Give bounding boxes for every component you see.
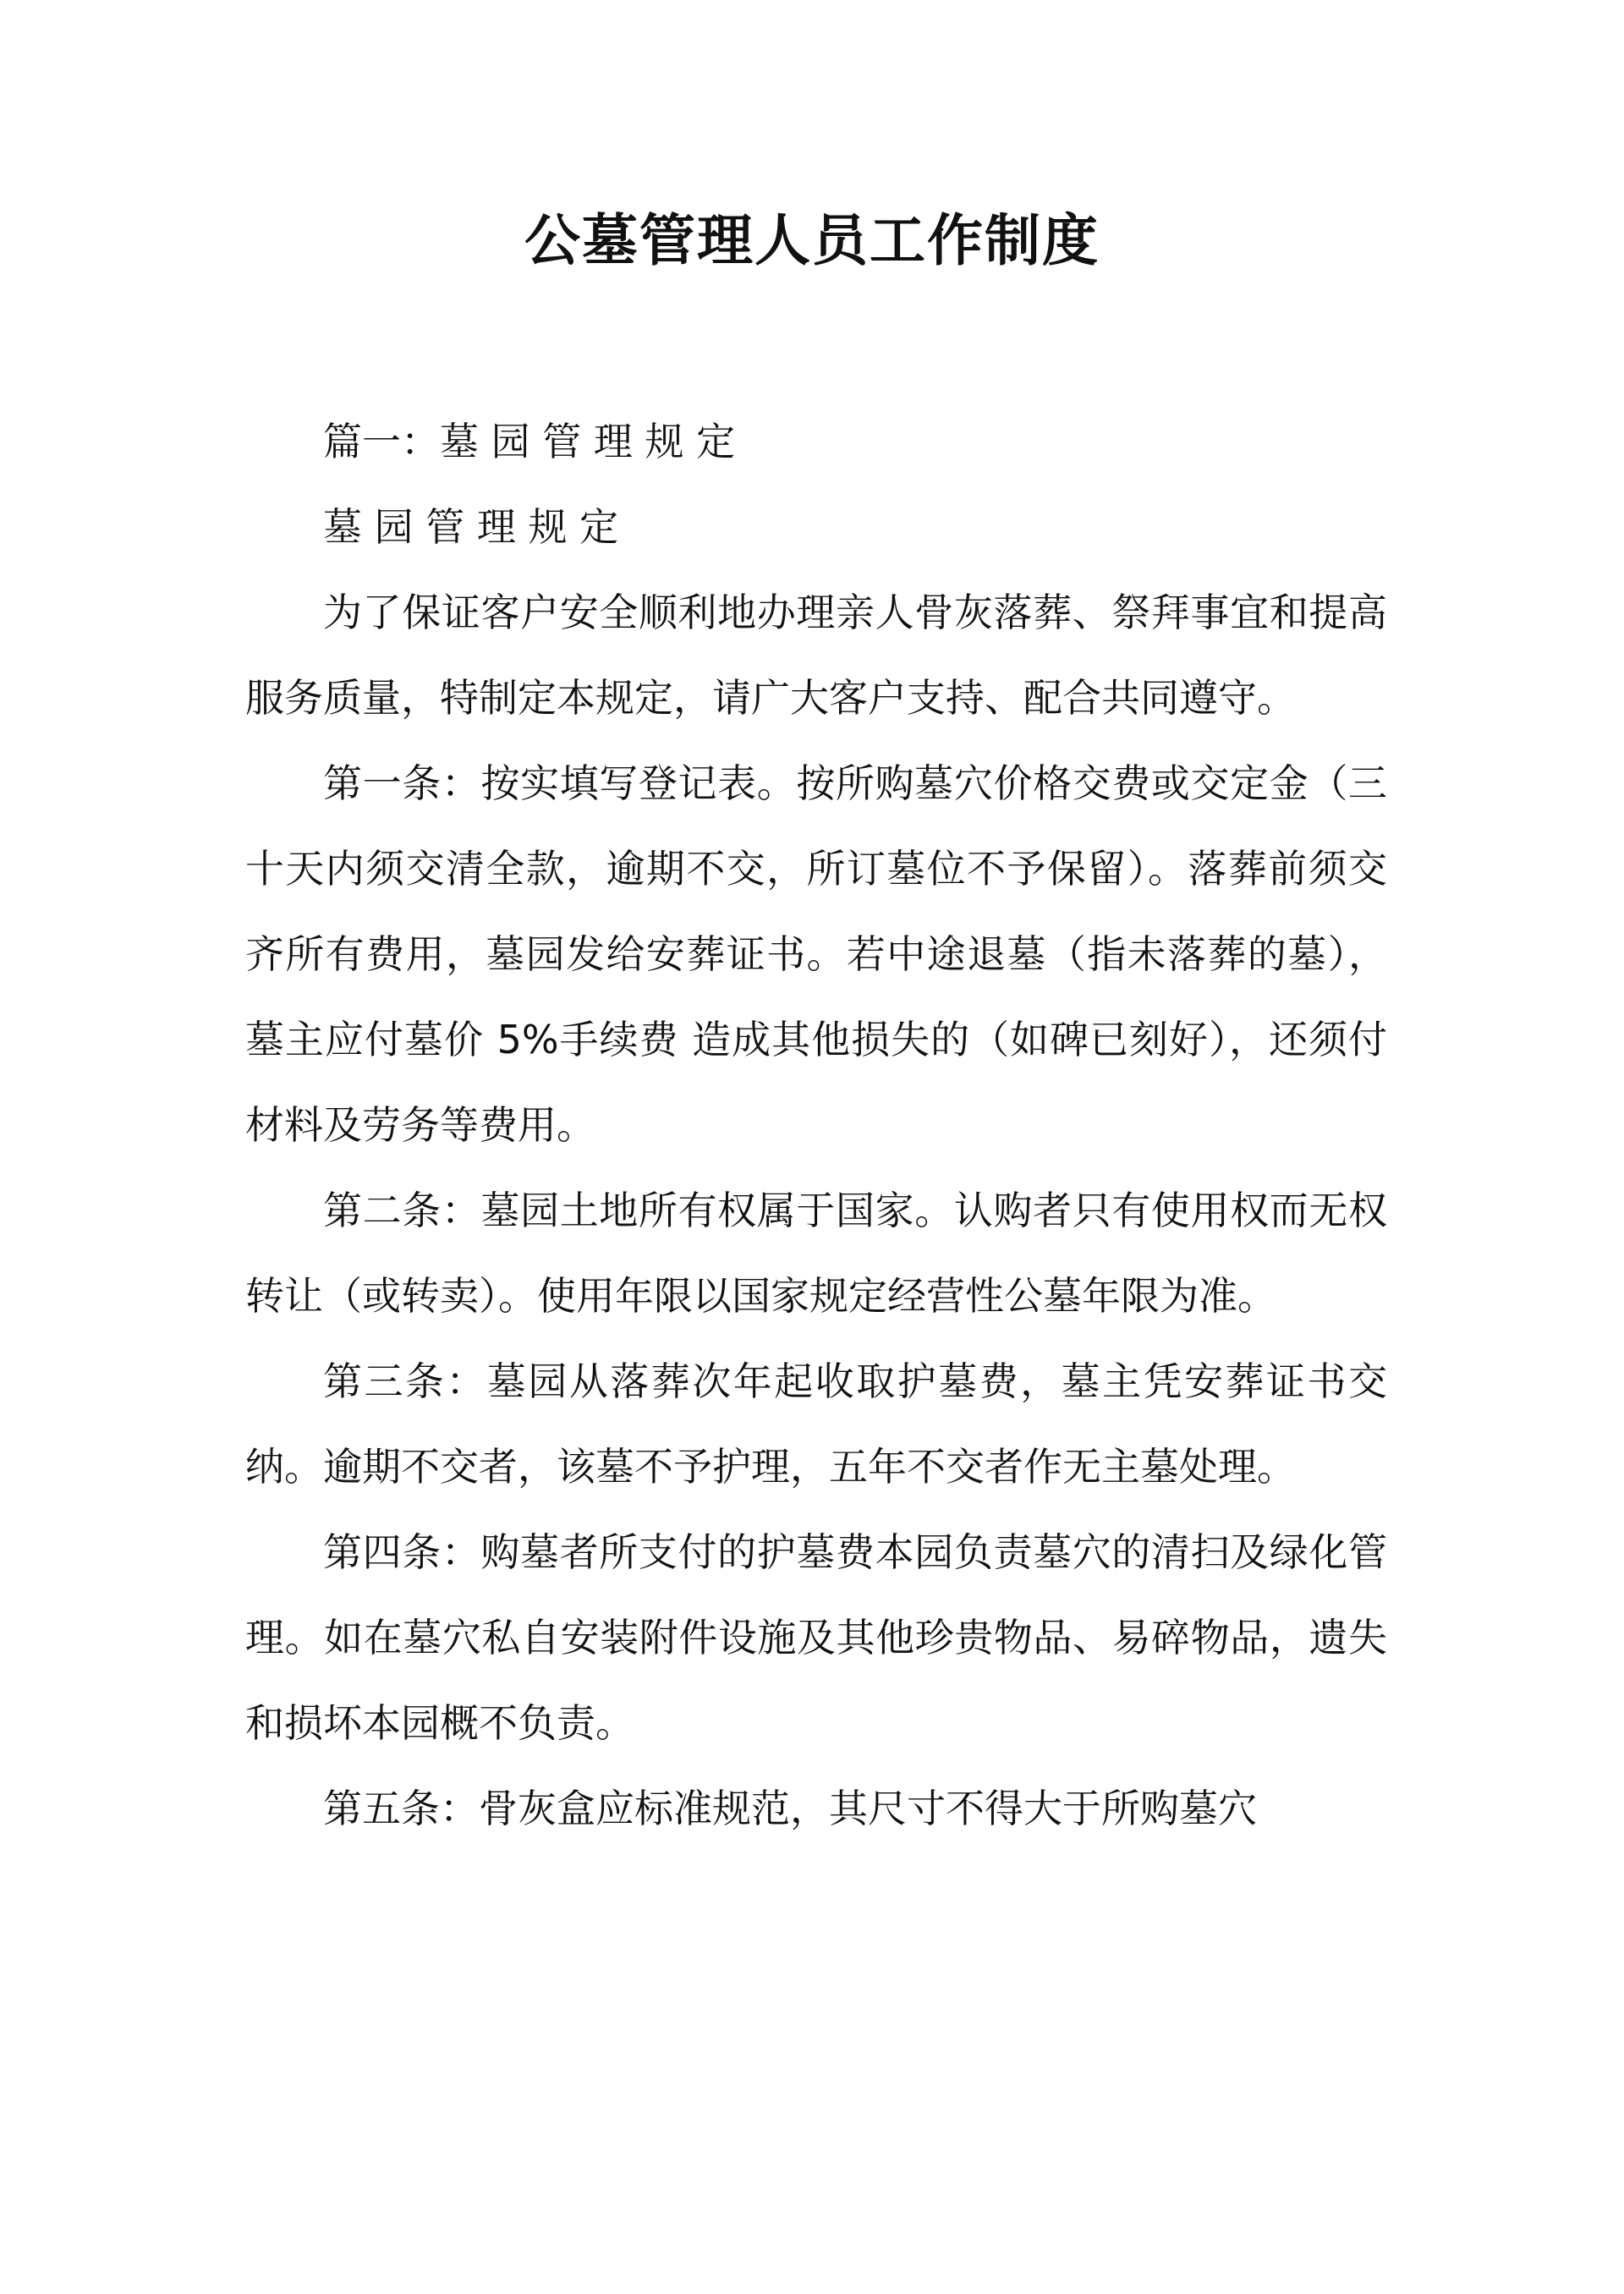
- article-4-paragraph: 第四条：购墓者所支付的护墓费本园负责墓穴的清扫及绿化管理。如在墓穴私自安装附件设施及其他珍贵物品、易碎物品，遗失和损坏本园概不负责。: [245, 1529, 1387, 1746]
- article-3-paragraph: 第三条：墓园从落葬次年起收取护墓费，墓主凭安葬证书交纳。逾期不交者，该墓不予护理，五年不交者作无主墓处理。: [245, 1358, 1387, 1490]
- article-1-paragraph: 第一条：按实填写登记表。按所购墓穴价格交费或交定金（三十天内须交清全款，逾期不交，所订墓位不予保留）。落葬前须交齐所有费用，墓园发给安葬证书。若中途退墓（指未落葬的墓），墓主应付墓价 5%手续费 造成其他损失的（如碑已刻好），还须付材料及劳务等费用。: [245, 760, 1387, 1148]
- intro-paragraph: 为了保证客户安全顺利地办理亲人骨灰落葬、祭拜事宜和提高服务质量，特制定本规定，请广大客户支持、配合共同遵守。: [245, 590, 1387, 721]
- subheading: 墓 园 管 理 规 定: [323, 504, 619, 550]
- document-body: [245, 399, 1387, 1852]
- article-5-paragraph: 第五条：骨灰盒应标准规范，其尺寸不得大于所购墓穴: [323, 1786, 1257, 1831]
- document-title: 公墓管理人员工作制度: [524, 208, 1100, 273]
- article-2-paragraph: 第二条：墓园土地所有权属于国家。认购者只有使用权而无权转让（或转卖）。使用年限以国家规定经营性公墓年限为准。: [245, 1188, 1387, 1319]
- section-heading: 篇一：墓 园 管 理 规 定: [323, 419, 736, 464]
